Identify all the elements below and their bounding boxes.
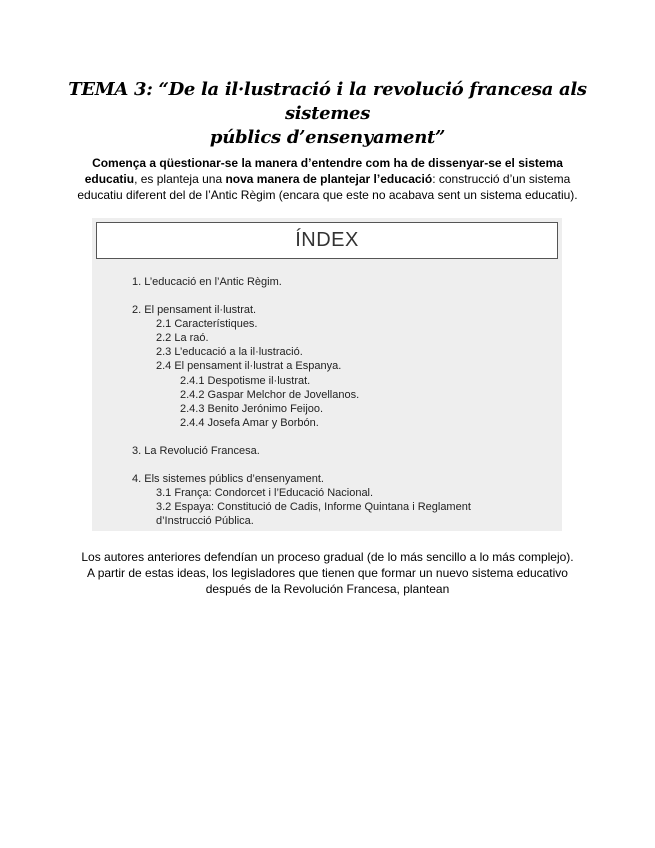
index-item: 3. La Revolució Francesa. [132, 445, 260, 457]
index-item: 2.2 La raó. [156, 332, 209, 344]
index-item: 2.4.2 Gaspar Melchor de Jovellanos. [180, 389, 360, 401]
intro-bold-3: nova manera de plantejar l’educació [225, 172, 433, 186]
index-item: d’Instrucció Pública. [156, 515, 254, 527]
intro-text-4: : construcció d’un sistema educatiu diferent del de l’Antic Règim (encara que este no acabava sent un sistema educatiu). [77, 172, 578, 202]
outro-line-3: después de la Revolución Francesa, plantean [205, 582, 450, 596]
index-item: 2.1 Característiques. [156, 318, 258, 330]
index-header: ÍNDEX [96, 222, 558, 259]
index-list [92, 218, 562, 531]
document-title [60, 78, 595, 150]
index-item: 1. L’educació en l’Antic Règim. [132, 276, 282, 288]
index-item: 4. Els sistemes públics d’ensenyament. [132, 473, 324, 485]
index-item: 3.2 Espaya: Constitució de Cadis, Informe Quintana i Reglament [156, 501, 471, 513]
index-item: 2.4.1 Despotisme il·lustrat. [180, 375, 311, 387]
intro-bold-1: Comença a qüestionar-se la manera d’entendre com ha de dissenyar-se el sistema educatiu [84, 156, 563, 186]
outro-line-1: Los autores anteriores defendían un proceso gradual (de lo más sencillo a lo más complejo). [81, 550, 574, 564]
outro-paragraph [60, 549, 595, 597]
index-item: 2. El pensament il·lustrat. [132, 304, 257, 316]
index-image [92, 218, 562, 531]
title-line-2: públics d’ensenyament” [209, 127, 446, 148]
title-line-1: TEMA 3: “De la il·lustració i la revolució francesa als sistemes [68, 79, 587, 124]
index-item: 2.3 L’educació a la il·lustració. [156, 346, 303, 358]
intro-paragraph [70, 155, 585, 203]
index-item: 3.1 França: Condorcet i l’Educació Nacional. [156, 487, 374, 499]
outro-line-2: A partir de estas ideas, los legisladores que tienen que formar un nuevo sistema educativo [87, 566, 568, 580]
intro-text-2: , es planteja una [134, 172, 226, 186]
index-item: 2.4.3 Benito Jerónimo Feijoo. [180, 403, 324, 415]
index-item: 2.4 El pensament il·lustrat a Espanya. [156, 360, 342, 372]
index-item: 2.4.4 Josefa Amar y Borbón. [180, 417, 319, 429]
